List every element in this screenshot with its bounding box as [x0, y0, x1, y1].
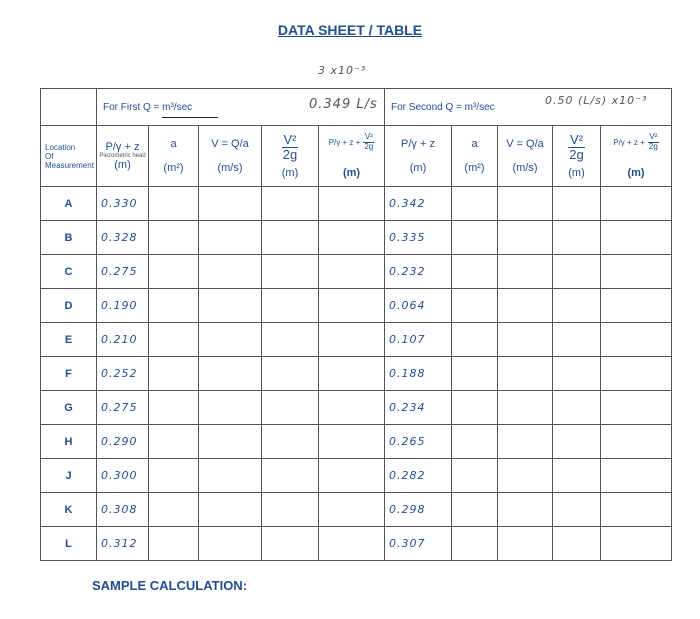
velocity-header-1: V = Q/a (m/s) [199, 126, 262, 187]
column-header-row [41, 126, 672, 187]
first-velocity-cell[interactable] [199, 391, 262, 425]
table-row [41, 425, 672, 459]
second-velocity-head-cell[interactable] [553, 255, 601, 289]
pz-header-2: P/γ + z (m) [385, 126, 452, 187]
first-total-head-cell[interactable] [319, 391, 385, 425]
table-row [41, 289, 672, 323]
first-velocity-cell[interactable] [199, 323, 262, 357]
first-velocity-head-cell[interactable] [262, 425, 319, 459]
first-q-handwritten: 0.349 L/s [309, 97, 378, 112]
table-row [41, 323, 672, 357]
first-area-cell[interactable] [149, 391, 199, 425]
first-pz-value: 0.252 [97, 357, 149, 391]
first-pz-value: 0.210 [97, 323, 149, 357]
first-area-cell[interactable] [149, 527, 199, 561]
first-area-cell[interactable] [149, 289, 199, 323]
first-velocity-head-cell[interactable] [262, 493, 319, 527]
second-pz-value: 0.298 [385, 493, 452, 527]
row-label: K [41, 493, 97, 527]
second-velocity-cell[interactable] [498, 187, 553, 221]
second-velocity-head-cell[interactable] [553, 187, 601, 221]
first-velocity-cell[interactable] [199, 289, 262, 323]
second-total-head-cell[interactable] [601, 221, 672, 255]
first-pz-value: 0.308 [97, 493, 149, 527]
data-table [40, 88, 672, 561]
first-pz-value: 0.312 [97, 527, 149, 561]
first-q-label: For First Q = m³/sec [103, 101, 193, 113]
first-velocity-head-cell[interactable] [262, 459, 319, 493]
area-header-1: a (m²) [149, 126, 199, 187]
first-velocity-cell[interactable] [199, 425, 262, 459]
row-label: H [41, 425, 97, 459]
first-pz-value: 0.290 [97, 425, 149, 459]
first-velocity-cell[interactable] [199, 255, 262, 289]
second-area-cell[interactable] [452, 493, 498, 527]
first-total-head-cell[interactable] [319, 357, 385, 391]
first-area-cell[interactable] [149, 323, 199, 357]
second-velocity-head-cell[interactable] [553, 425, 601, 459]
second-area-cell[interactable] [452, 357, 498, 391]
table-body [41, 187, 672, 561]
first-area-cell[interactable] [149, 425, 199, 459]
row-label: D [41, 289, 97, 323]
velocity-head-header-2: $\frac{\text{V²}}{2g}$ (m) [553, 126, 601, 187]
area-header-2: a (m²) [452, 126, 498, 187]
second-velocity-head-cell[interactable] [553, 527, 601, 561]
corner-cell [41, 89, 97, 126]
first-total-head-cell[interactable] [319, 527, 385, 561]
second-velocity-cell[interactable] [498, 357, 553, 391]
second-total-head-cell[interactable] [601, 323, 672, 357]
second-area-cell[interactable] [452, 459, 498, 493]
second-pz-value: 0.282 [385, 459, 452, 493]
second-pz-value: 0.234 [385, 391, 452, 425]
first-area-cell[interactable] [149, 493, 199, 527]
second-velocity-head-cell[interactable] [553, 391, 601, 425]
table-row [41, 221, 672, 255]
first-q-header [97, 89, 385, 126]
first-pz-value: 0.300 [97, 459, 149, 493]
table-row [41, 187, 672, 221]
first-velocity-head-cell[interactable] [262, 391, 319, 425]
second-velocity-cell[interactable] [498, 255, 553, 289]
first-velocity-cell[interactable] [199, 459, 262, 493]
first-total-head-cell[interactable] [319, 425, 385, 459]
second-total-head-cell[interactable] [601, 357, 672, 391]
row-label: F [41, 357, 97, 391]
second-total-head-cell[interactable] [601, 255, 672, 289]
first-area-cell[interactable] [149, 255, 199, 289]
second-area-cell[interactable] [452, 391, 498, 425]
first-total-head-cell[interactable] [319, 493, 385, 527]
second-velocity-cell[interactable] [498, 493, 553, 527]
first-velocity-head-cell[interactable] [262, 527, 319, 561]
first-area-cell[interactable] [149, 459, 199, 493]
row-label: G [41, 391, 97, 425]
second-pz-value: 0.188 [385, 357, 452, 391]
second-area-cell[interactable] [452, 425, 498, 459]
second-velocity-head-cell[interactable] [553, 493, 601, 527]
second-velocity-cell[interactable] [498, 391, 553, 425]
second-q-handwritten: 0.50 (L/s) x10⁻³ [545, 94, 648, 107]
first-total-head-cell[interactable] [319, 187, 385, 221]
first-pz-value: 0.328 [97, 221, 149, 255]
first-pz-value: 0.190 [97, 289, 149, 323]
second-velocity-cell[interactable] [498, 425, 553, 459]
first-total-head-cell[interactable] [319, 255, 385, 289]
row-label: E [41, 323, 97, 357]
first-velocity-head-cell[interactable] [262, 187, 319, 221]
second-total-head-cell[interactable] [601, 289, 672, 323]
second-pz-value: 0.307 [385, 527, 452, 561]
row-label: B [41, 221, 97, 255]
page-title: DATA SHEET / TABLE [277, 22, 423, 38]
second-area-cell[interactable] [452, 255, 498, 289]
first-velocity-head-cell[interactable] [262, 357, 319, 391]
second-pz-value: 0.064 [385, 289, 452, 323]
first-pz-value: 0.330 [97, 187, 149, 221]
table-row [41, 391, 672, 425]
table-row [41, 459, 672, 493]
first-total-head-cell[interactable] [319, 459, 385, 493]
row-label: A [41, 187, 97, 221]
velocity-header-2: V = Q/a (m/s) [498, 126, 553, 187]
first-velocity-head-cell[interactable] [262, 221, 319, 255]
first-velocity-head-cell[interactable] [262, 255, 319, 289]
first-total-head-cell[interactable] [319, 289, 385, 323]
second-area-cell[interactable] [452, 187, 498, 221]
row-label: L [41, 527, 97, 561]
second-total-head-cell[interactable] [601, 187, 672, 221]
first-q-handwritten-exponent: 3 x10⁻³ [318, 64, 367, 77]
first-pz-value: 0.275 [97, 255, 149, 289]
second-area-cell[interactable] [452, 289, 498, 323]
second-pz-value: 0.107 [385, 323, 452, 357]
table-row [41, 493, 672, 527]
table-row [41, 255, 672, 289]
first-velocity-cell[interactable] [199, 493, 262, 527]
group-header-row [41, 89, 672, 126]
sample-calculation-heading: SAMPLE CALCULATION: [92, 578, 248, 593]
second-total-head-cell[interactable] [601, 459, 672, 493]
second-q-label: For Second Q = m³/sec [391, 101, 495, 113]
location-header: Location Of Measurement [41, 126, 97, 187]
second-area-cell[interactable] [452, 221, 498, 255]
second-q-header [385, 89, 672, 126]
second-area-cell[interactable] [452, 527, 498, 561]
second-pz-value: 0.265 [385, 425, 452, 459]
second-velocity-head-cell[interactable] [553, 289, 601, 323]
first-pz-value: 0.275 [97, 391, 149, 425]
first-velocity-head-cell[interactable] [262, 289, 319, 323]
handwritten-underline [162, 117, 218, 118]
second-pz-value: 0.342 [385, 187, 452, 221]
second-total-head-cell[interactable] [601, 425, 672, 459]
second-velocity-cell[interactable] [498, 221, 553, 255]
first-velocity-cell[interactable] [199, 527, 262, 561]
second-total-head-cell[interactable] [601, 527, 672, 561]
first-velocity-head-cell[interactable] [262, 323, 319, 357]
row-label: J [41, 459, 97, 493]
velocity-head-header-1: $\frac{\text{V²}}{2g}$ (m) [262, 126, 319, 187]
first-area-cell[interactable] [149, 221, 199, 255]
first-total-head-cell[interactable] [319, 323, 385, 357]
row-label: C [41, 255, 97, 289]
second-pz-value: 0.335 [385, 221, 452, 255]
first-velocity-cell[interactable] [199, 221, 262, 255]
table-row [41, 527, 672, 561]
second-velocity-cell[interactable] [498, 459, 553, 493]
total-head-header-1: P/γ + z + $\frac{\text{V²}}{2g}$ (m) [319, 126, 385, 187]
total-head-header-2: P/γ + z + $\frac{\text{V²}}{2g}$ (m) [601, 126, 672, 187]
first-area-cell[interactable] [149, 357, 199, 391]
second-velocity-head-cell[interactable] [553, 357, 601, 391]
table-row [41, 357, 672, 391]
second-total-head-cell[interactable] [601, 391, 672, 425]
first-total-head-cell[interactable] [319, 221, 385, 255]
first-velocity-cell[interactable] [199, 357, 262, 391]
second-velocity-cell[interactable] [498, 527, 553, 561]
second-velocity-cell[interactable] [498, 323, 553, 357]
second-total-head-cell[interactable] [601, 493, 672, 527]
second-velocity-cell[interactable] [498, 289, 553, 323]
second-velocity-head-cell[interactable] [553, 323, 601, 357]
first-velocity-cell[interactable] [199, 187, 262, 221]
pz-header-1: P/γ + z Piezometric head (m) [97, 126, 149, 187]
second-pz-value: 0.232 [385, 255, 452, 289]
second-velocity-head-cell[interactable] [553, 459, 601, 493]
first-area-cell[interactable] [149, 187, 199, 221]
second-velocity-head-cell[interactable] [553, 221, 601, 255]
second-area-cell[interactable] [452, 323, 498, 357]
